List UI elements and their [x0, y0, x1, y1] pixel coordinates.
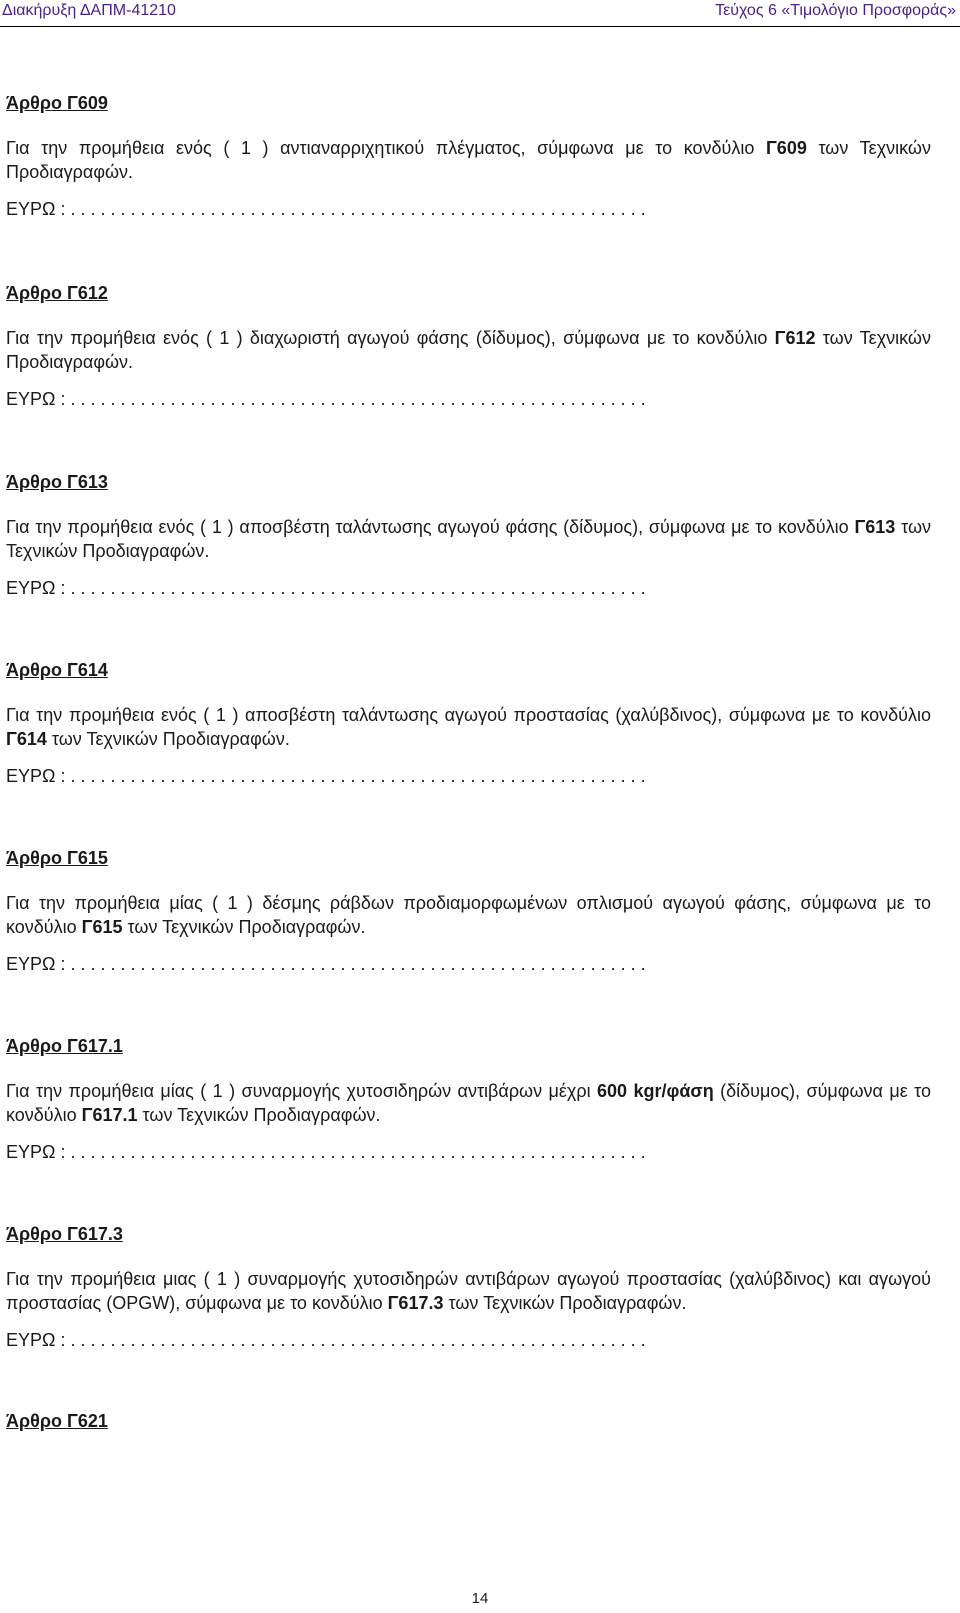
article-g613 — [6, 471, 931, 600]
price-line: ΕΥΡΩ : . . . . . . . . . . . . . . . . . . . . . . . . . . . . . . . . . . . . . . . . . . . . . . . . . . . . . . . . . . — [6, 1142, 646, 1162]
price-line: ΕΥΡΩ : . . . . . . . . . . . . . . . . . . . . . . . . . . . . . . . . . . . . . . . . . . . . . . . . . . . . . . . . . . — [6, 954, 646, 974]
article-g617-3 — [6, 1223, 931, 1352]
article-description: Για την προμήθεια ενός ( 1 ) αποσβέστη ταλάντωσης αγωγού προστασίας (χαλύβδινος), σύμφωνα με το κονδύλιο Γ614 των Τεχνικών Προδιαγραφών. — [6, 705, 931, 749]
article-description: Για την προμήθεια μιας ( 1 ) συναρμογής χυτοσιδηρών αντιβάρων αγωγού προστασίας (χαλύβδινος) και αγωγού προστασίας (OPGW), σύμφωνα με το κονδύλιο Γ617.3 των Τεχνικών Προδιαγραφών. — [6, 1269, 931, 1313]
article-title: Άρθρο Γ609 — [6, 93, 108, 113]
article-g614 — [6, 659, 931, 788]
article-code: Γ609 — [765, 138, 807, 158]
page-number: 14 — [471, 1590, 489, 1607]
article-description: Για την προμήθεια ενός ( 1 ) διαχωριστή αγωγού φάσης (δίδυμος), σύμφωνα με το κονδύλιο Γ612 των Τεχνικών Προδιαγραφών. — [6, 328, 931, 372]
article-code: Γ615 — [81, 917, 123, 937]
article-title: Άρθρο Γ615 — [6, 848, 108, 868]
article-g615 — [6, 847, 931, 976]
article-title: Άρθρο Γ621 — [6, 1411, 108, 1431]
article-title: Άρθρο Γ617.1 — [6, 1036, 123, 1056]
header-tender-id: Διακήρυξη ΔΑΠΜ-41210 — [2, 2, 176, 19]
article-description: Για την προμήθεια ενός ( 1 ) αντιαναρριχητικού πλέγματος, σύμφωνα με το κονδύλιο Γ609 των Τεχνικών Προδιαγραφών. — [6, 138, 931, 182]
article-description: Για την προμήθεια μίας ( 1 ) συναρμογής χυτοσιδηρών αντιβάρων μέχρι 600 kgr/φάση (δίδυμος), σύμφωνα με το κονδύλιο Γ617.1 των Τεχνικών Προδιαγραφών. — [6, 1081, 931, 1125]
price-line: ΕΥΡΩ : . . . . . . . . . . . . . . . . . . . . . . . . . . . . . . . . . . . . . . . . . . . . . . . . . . . . . . . . . . — [6, 1330, 646, 1350]
article-g609 — [6, 92, 931, 221]
article-title: Άρθρο Γ617.3 — [6, 1224, 123, 1244]
article-title: Άρθρο Γ614 — [6, 660, 108, 680]
article-code: Γ617.1 — [81, 1105, 138, 1125]
article-title: Άρθρο Γ612 — [6, 283, 108, 303]
article-g621 — [6, 1410, 931, 1432]
article-code: Γ613 — [854, 517, 896, 537]
article-code: Γ617.3 — [387, 1293, 444, 1313]
article-g612 — [6, 282, 931, 411]
header-volume-title: Τεύχος 6 «Τιμολόγιο Προσφοράς» — [715, 2, 956, 19]
article-code: Γ614 — [6, 729, 47, 749]
page-header — [0, 0, 960, 27]
article-g617-1 — [6, 1035, 931, 1164]
article-description: Για την προμήθεια ενός ( 1 ) αποσβέστη ταλάντωσης αγωγού φάσης (δίδυμος), σύμφωνα με το κονδύλιο Γ613 των Τεχνικών Προδιαγραφών. — [6, 517, 931, 561]
price-line: ΕΥΡΩ : . . . . . . . . . . . . . . . . . . . . . . . . . . . . . . . . . . . . . . . . . . . . . . . . . . . . . . . . . . — [6, 199, 646, 219]
price-line: ΕΥΡΩ : . . . . . . . . . . . . . . . . . . . . . . . . . . . . . . . . . . . . . . . . . . . . . . . . . . . . . . . . . . — [6, 766, 646, 786]
article-title: Άρθρο Γ613 — [6, 472, 108, 492]
article-description: Για την προμήθεια μίας ( 1 ) δέσμης ράβδων προδιαμορφωμένων οπλισμού αγωγού φάσης, σύμφωνα με το κονδύλιο Γ615 των Τεχνικών Προδιαγραφών. — [6, 893, 931, 937]
article-weight-limit: 600 kgr/φάση — [597, 1081, 714, 1101]
price-line: ΕΥΡΩ : . . . . . . . . . . . . . . . . . . . . . . . . . . . . . . . . . . . . . . . . . . . . . . . . . . . . . . . . . . — [6, 578, 646, 598]
price-line: ΕΥΡΩ : . . . . . . . . . . . . . . . . . . . . . . . . . . . . . . . . . . . . . . . . . . . . . . . . . . . . . . . . . . — [6, 389, 646, 409]
article-code: Γ612 — [774, 328, 816, 348]
